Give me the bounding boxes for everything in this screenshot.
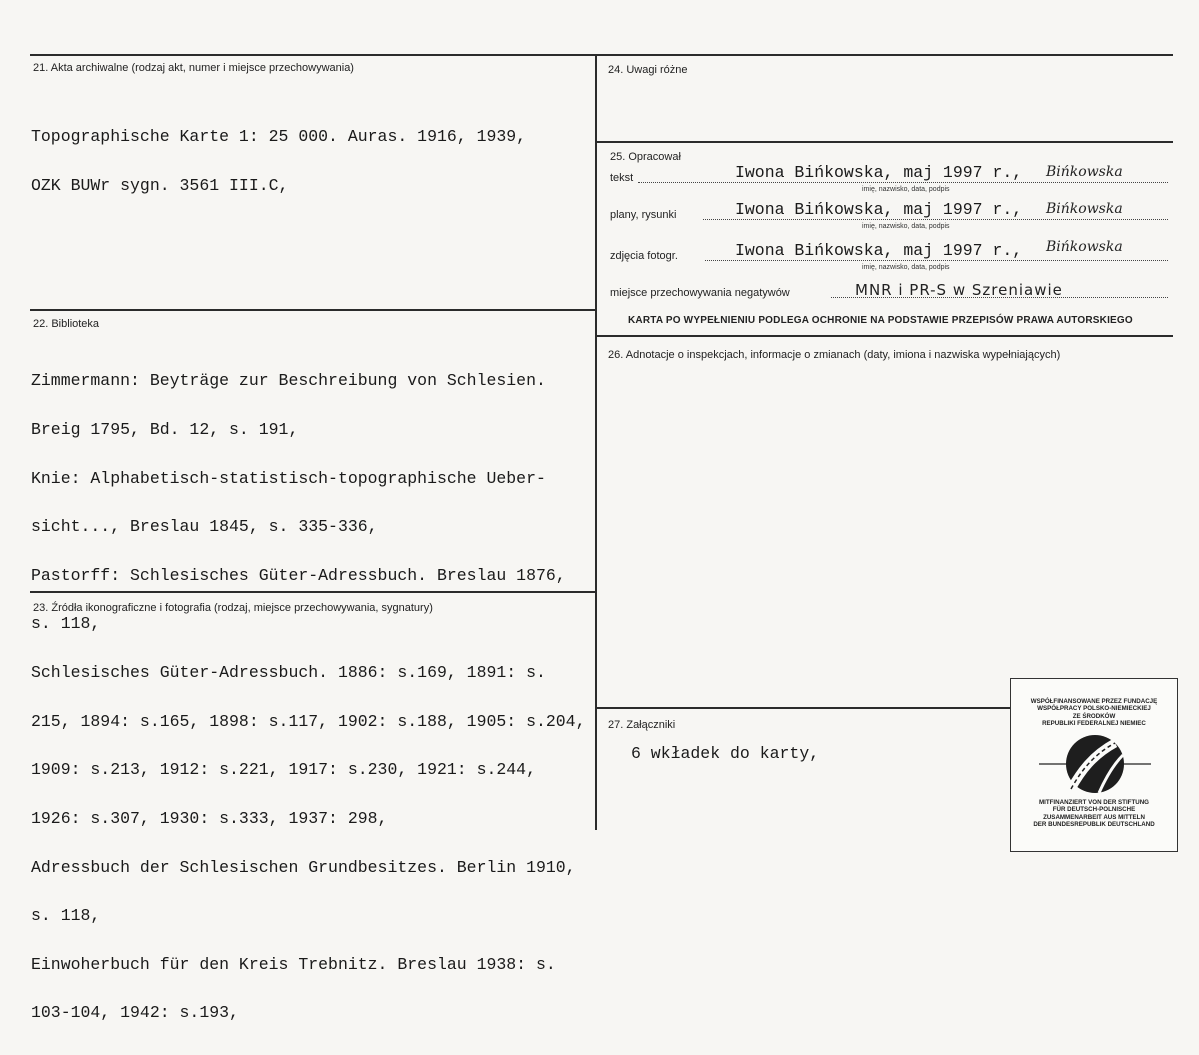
text-line: Zimmermann: Beyträge zur Beschreibung von Schlesien. [31,371,546,391]
stamp-line: FÜR DEUTSCH-POLNISCHE [1052,806,1136,814]
section-27-value: 6 wkładek do karty, [631,744,820,763]
negatives-value: MNR i PR-S w Szreniawie [855,281,1063,299]
zdjecia-signature: Bińkowska [1046,239,1123,255]
stamp-top-text [1011,698,1177,727]
tekst-label: tekst [610,172,634,184]
tekst-value: Iwona Bińkowska, maj 1997 r., [735,163,1023,182]
negatives-label: miejsce przechowywania negatywów [610,287,790,299]
stamp-line: ZE ŚRODKÓW [1072,712,1116,720]
foundation-logo-icon [1011,731,1179,801]
rule-25-26 [596,335,1173,337]
text-line: Schlesisches Güter-Adressbuch. 1886: s.169, 1891: s. [31,663,546,683]
zdjecia-caption: imię, nazwisko, data, podpis [862,264,950,271]
plany-signature: Bińkowska [1046,201,1123,217]
column-divider [595,54,597,830]
stamp-line: ZUSAMMENARBEIT AUS MITTELN [1043,813,1145,821]
plany-dotted-line [703,219,1168,220]
stamp-bottom-text [1011,799,1177,828]
text-line: Breig 1795, Bd. 12, s. 191, [31,420,299,440]
section-21-label: 21. Akta archiwalne (rodzaj akt, numer i miejsce przechowywania) [33,62,354,74]
text-line: Adressbuch der Schlesischen Grundbesitzes. Berlin 1910, [31,857,576,877]
text-line: sicht..., Breslau 1845, s. 335-336, [31,517,378,537]
zdjecia-value: Iwona Bińkowska, maj 1997 r., [735,241,1023,260]
text-line: Knie: Alphabetisch-statistisch-topographische Ueber- [31,468,546,488]
section-22-label: 22. Biblioteka [33,318,100,330]
stamp-line: DER BUNDESREPUBLIK DEUTSCHLAND [1033,820,1155,828]
text-line: s. 118, [31,906,101,926]
text-line: Einwoherbuch für den Kreis Trebnitz. Breslau 1938: s. [31,954,556,974]
section-27-label: 27. Załączniki [608,719,676,731]
zdjecia-label: zdjęcia fotogr. [610,250,678,262]
zdjecia-dotted-line [705,260,1168,261]
text-line: OZK BUWr sygn. 3561 III.C, [31,176,289,196]
foundation-stamp [1010,678,1178,852]
stamp-line: MITFINANZIERT VON DER STIFTUNG [1039,799,1149,806]
plany-label: plany, rysunki [610,209,677,221]
top-rule [30,54,1173,56]
plany-value: Iwona Bińkowska, maj 1997 r., [735,200,1023,219]
text-line: Pastorff: Schlesisches Güter-Adressbuch. Breslau 1876, [31,565,566,585]
stamp-line: WSPÓŁFINANSOWANE PRZEZ FUNDACJĘ [1030,698,1158,705]
text-line: 215, 1894: s.165, 1898: s.117, 1902: s.188, 1905: s.204, [31,711,586,731]
stamp-line: REPUBLIKI FEDERALNEJ NIEMIEC [1042,719,1146,727]
rule-24-25 [596,141,1173,143]
text-line: 1909: s.213, 1912: s.221, 1917: s.230, 1921: s.244, [31,760,536,780]
text-line: Topographische Karte 1: 25 000. Auras. 1916, 1939, [31,127,527,147]
stamp-line: WSPÓŁPRACY POLSKO-NIEMIECKIEJ [1037,705,1151,713]
section-25-label: 25. Opracował [610,151,681,163]
section-21-text [31,97,526,227]
text-line: 1926: s.307, 1930: s.333, 1937: 298, [31,808,388,828]
copyright-notice: KARTA PO WYPEŁNIENIU PODLEGA OCHRONIE NA PODSTAWIE PRZEPISÓW PRAWA AUTORSKIEGO [628,315,1133,326]
plany-caption: imię, nazwisko, data, podpis [862,223,950,230]
section-23-label: 23. Źródła ikonograficzne i fotografia (rodzaj, miejsce przechowywania, sygnatury) [33,602,433,614]
tekst-signature: Bińkowska [1046,164,1123,180]
rule-21-22 [30,309,596,311]
section-22-text [31,341,586,1054]
tekst-dotted-line [638,182,1168,183]
text-line: s. 118, [31,614,101,634]
tekst-caption: imię, nazwisko, data, podpis [862,186,950,193]
text-line: 103-104, 1942: s.193, [31,1003,239,1023]
section-24-label: 24. Uwagi różne [608,64,688,76]
section-26-label: 26. Adnotacje o inspekcjach, informacje o zmianach (daty, imiona i nazwiska wypełniających) [608,349,1061,361]
